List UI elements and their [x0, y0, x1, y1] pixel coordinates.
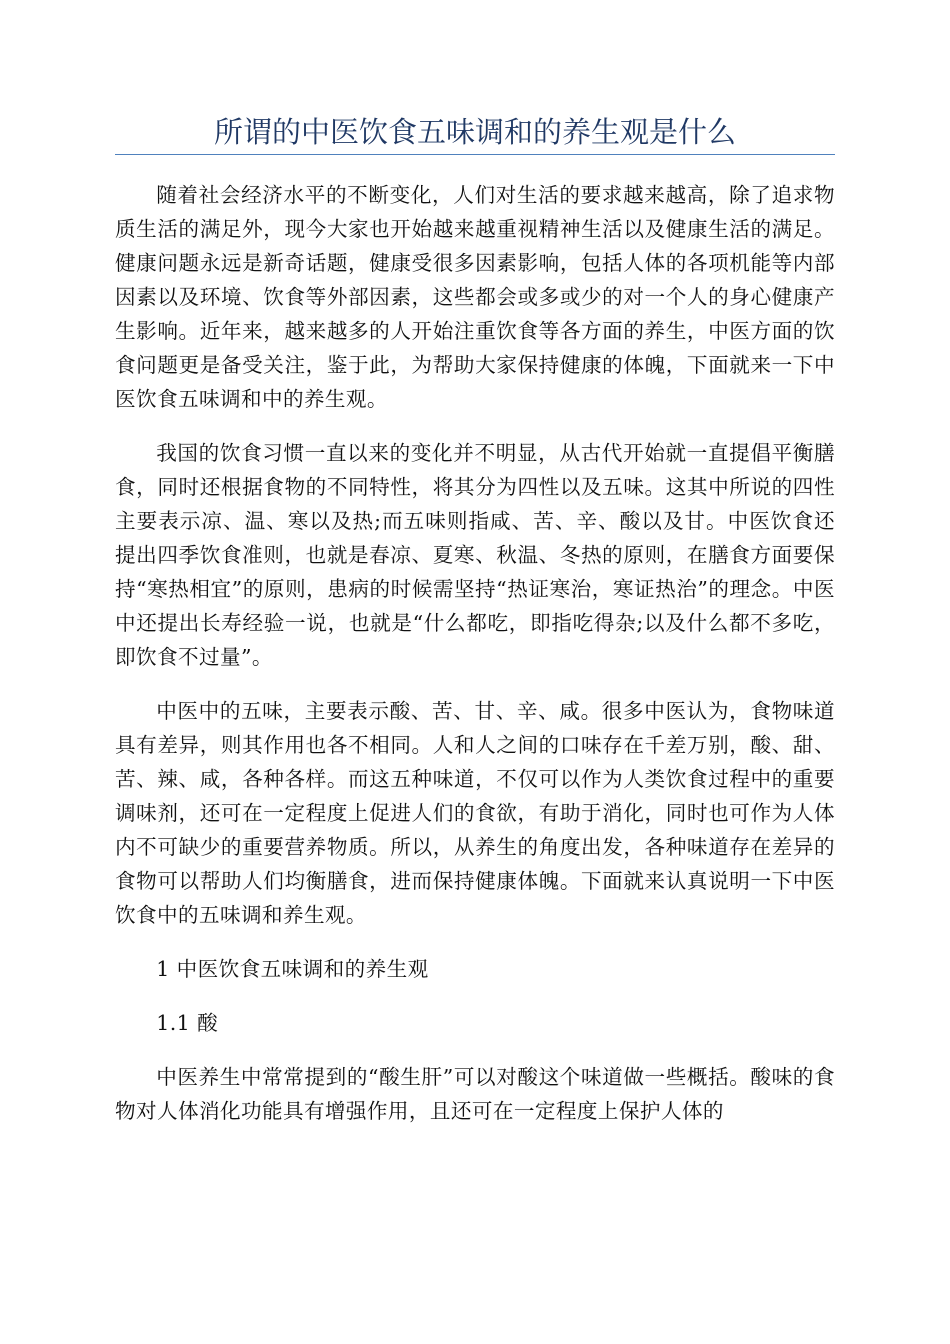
section-heading: 1 中医饮食五味调和的养生观 [156, 957, 429, 981]
title-underline [115, 154, 835, 155]
paragraph-diet-habits: 我国的饮食习惯一直以来的变化并不明显，从古代开始就一直提倡平衡膳食，同时还根据食物的不同特性，将其分为四性以及五味。这其中所说的四性主要表示凉、温、寒以及热;而五味则指咸、苦、辛、酸以及甘。中医饮食还提出四季饮食准则，也就是春凉、夏寒、秋温、冬热的原则，在膳食方面要保持“寒热相宜”的原则，患病的时候需坚持“热证寒治，寒证热治”的理念。中医中还提出长寿经验一说，也就是“什么都吃，即指吃得杂;以及什么都不多吃，即饮食不过量”。 [115, 441, 835, 669]
document-body [115, 178, 835, 1148]
paragraph-five-flavors: 中医中的五味，主要表示酸、苦、甘、辛、咸。很多中医认为，食物味道具有差异，则其作用也各不相同。人和人之间的口味存在千差万别，酸、甜、苦、辣、咸，各种各样。而这五种味道，不仅可以作为人类饮食过程中的重要调味剂，还可在一定程度上促进人们的食欲，有助于消化，同时也可作为人体内不可缺少的重要营养物质。所以，从养生的角度出发，各种味道存在差异的食物可以帮助人们均衡膳食，进而保持健康体魄。下面就来认真说明一下中医饮食中的五味调和养生观。 [115, 699, 835, 927]
document-title: 所谓的中医饮食五味调和的养生观是什么 [213, 115, 736, 149]
paragraph-intro: 随着社会经济水平的不断变化，人们对生活的要求越来越高，除了追求物质生活的满足外，现今大家也开始越来越重视精神生活以及健康生活的满足。健康问题永远是新奇话题，健康受很多因素影响，包括人体的各项机能等内部因素以及环境、饮食等外部因素，这些都会或多或少的对一个人的身心健康产生影响。近年来，越来越多的人开始注重饮食等各方面的养生，中医方面的饮食问题更是备受关注，鉴于此，为帮助大家保持健康的体魄，下面就来一下中医饮食五味调和中的养生观。 [115, 183, 835, 411]
subsection-heading: 1.1 酸 [156, 1011, 219, 1035]
paragraph-sour: 中医养生中常常提到的“酸生肝”可以对酸这个味道做一些概括。酸味的食物对人体消化功能具有增强作用，且还可在一定程度上保护人体的 [115, 1065, 835, 1123]
